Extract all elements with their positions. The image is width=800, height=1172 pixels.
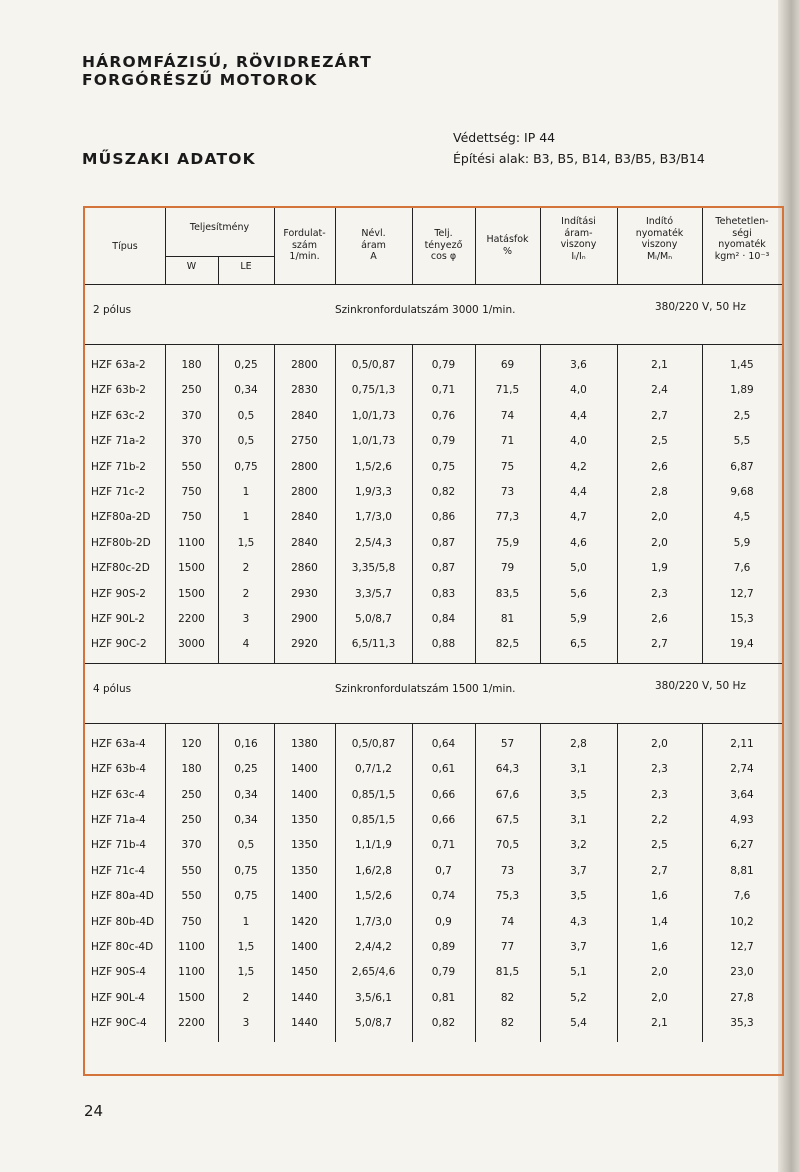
table-cell: 180 (181, 763, 202, 776)
motor-type-cell: HZF 63b-4 (91, 763, 146, 776)
page-number: 24 (84, 1102, 104, 1120)
table-cell: 180 (181, 359, 202, 371)
table-cell: 0,74 (431, 890, 456, 903)
table-cell: 4,5 (733, 511, 751, 524)
table-cell: 2840 (291, 511, 318, 524)
table-cell: 2,4 (651, 384, 668, 397)
table-cell: 3,1 (570, 763, 587, 776)
table-cell: 77,3 (495, 511, 520, 524)
table-cell: 250 (181, 384, 202, 397)
section-sync-speed: Szinkronfordulatszám 1500 1/min. (335, 682, 516, 695)
header-tipus: Típus (112, 241, 138, 252)
table-cell: 0,83 (431, 587, 456, 600)
table-cell: 6,5 (570, 638, 587, 651)
table-cell: 0,85/1,5 (351, 788, 396, 801)
table-cell: 79 (500, 562, 515, 575)
header-bottom-rule (85, 284, 782, 285)
table-cell: 2860 (291, 562, 318, 575)
mounting-types: Építési alak: B3, B5, B14, B3/B5, B3/B14 (453, 151, 705, 166)
table-cell: 7,6 (733, 890, 751, 903)
table-cell: 1,5 (237, 536, 255, 549)
table-cell: 1440 (291, 1017, 318, 1030)
table-cell: 6,27 (730, 839, 754, 852)
table-cell: 550 (181, 460, 202, 473)
table-cell: 5,0/8,7 (355, 613, 392, 625)
table-cell: 1,0/1,73 (351, 435, 396, 448)
table-cell: 2,5/4,3 (355, 536, 392, 549)
table-cell: 0,85/1,5 (351, 814, 396, 826)
table-cell: 2,0 (651, 536, 668, 549)
table-cell: 3,64 (730, 788, 754, 801)
table-cell: 4,4 (570, 409, 587, 422)
table-cell: 2,7 (651, 409, 668, 422)
motor-data-table (83, 206, 784, 1076)
column-rule (617, 208, 618, 284)
table-cell: 2 (242, 562, 250, 575)
table-cell: 2,0 (651, 966, 668, 979)
table-cell: 6,87 (730, 460, 754, 473)
table-cell: 3,5 (570, 890, 587, 903)
motor-type-cell: HZF 71c-2 (91, 486, 146, 498)
table-cell: 1,0/1,73 (351, 409, 396, 422)
column-rule (335, 208, 336, 284)
table-cell: 3,7 (570, 864, 587, 877)
table-cell: 1,4 (651, 915, 668, 928)
table-cell: 1500 (178, 587, 205, 600)
table-cell: 83,5 (495, 587, 520, 600)
table-cell: 0,75 (234, 864, 258, 877)
table-cell: 1,45 (730, 359, 754, 371)
table-cell: 1500 (178, 562, 205, 575)
table-cell: 5,6 (570, 587, 587, 600)
table-cell: 0,9 (435, 915, 452, 928)
header-nevleges-aram: Névl. áram A (361, 228, 386, 262)
column-rule (540, 208, 541, 284)
table-cell: 82 (500, 991, 515, 1004)
table-cell: 1350 (291, 839, 318, 852)
table-cell: 750 (181, 486, 202, 498)
motor-type-cell: HZF 90C-2 (91, 638, 147, 651)
table-cell: 370 (181, 435, 202, 448)
motor-type-cell: HZF 80a-4D (91, 890, 154, 903)
table-cell: 0,25 (234, 763, 258, 776)
table-cell: 0,76 (431, 409, 456, 422)
table-cell: 1,6 (651, 941, 668, 953)
table-cell: 0,16 (234, 737, 258, 750)
table-cell: 82,5 (495, 638, 520, 651)
motor-type-cell: HZF 63b-2 (91, 384, 146, 397)
table-cell: 2,5 (651, 839, 668, 852)
table-cell: 0,79 (431, 435, 456, 448)
section-label: 2 pólus (93, 304, 132, 316)
table-cell: 15,3 (730, 613, 754, 625)
table-cell: 0,25 (234, 359, 258, 371)
table-cell: 2,8 (570, 737, 587, 750)
table-cell: 3,5 (570, 788, 587, 801)
column-rule (475, 208, 476, 284)
table-cell: 2,74 (730, 763, 754, 776)
table-cell: 1100 (178, 966, 205, 979)
table-cell: 3,1 (570, 814, 587, 826)
table-cell: 1100 (178, 536, 205, 549)
table-cell: 1,5/2,6 (355, 890, 392, 903)
section-subtitle: MŰSZAKI ADATOK (82, 150, 256, 168)
table-cell: 0,5/0,87 (351, 737, 396, 750)
table-cell: 0,82 (431, 1017, 456, 1030)
table-cell: 74 (500, 409, 515, 422)
table-cell: 1,5/2,6 (355, 460, 392, 473)
table-cell: 4,93 (730, 814, 754, 826)
table-cell: 7,6 (733, 562, 751, 575)
table-cell: 77 (500, 941, 515, 953)
table-cell: 5,2 (570, 991, 587, 1004)
table-cell: 2930 (291, 587, 318, 600)
table-cell: 2900 (291, 613, 318, 625)
table-cell: 0,66 (431, 814, 456, 826)
table-cell: 0,5 (237, 409, 255, 422)
table-cell: 0,82 (431, 486, 456, 498)
table-cell: 3,2 (570, 839, 587, 852)
table-cell: 0,5 (237, 839, 255, 852)
table-cell: 2,3 (651, 788, 668, 801)
table-cell: 5,1 (570, 966, 587, 979)
header-w: W (186, 261, 197, 272)
table-cell: 2920 (291, 638, 318, 651)
motor-type-cell: HZF80c-2D (91, 562, 150, 575)
table-cell: 2,65/4,6 (351, 966, 396, 979)
table-cell: 1350 (291, 864, 318, 877)
table-cell: 2,0 (651, 991, 668, 1004)
table-cell: 0,75 (234, 460, 258, 473)
header-le: LE (240, 261, 252, 272)
table-cell: 0,71 (431, 384, 456, 397)
table-cell: 75,9 (495, 536, 520, 549)
table-cell: 10,2 (730, 915, 754, 928)
table-cell: 1450 (291, 966, 318, 979)
table-cell: 1,7/3,0 (355, 915, 392, 928)
table-cell: 0,64 (431, 737, 456, 750)
header-fordulatszam: Fordulat- szám 1/min. (283, 228, 326, 262)
table-cell: 0,34 (234, 788, 258, 801)
table-cell: 2830 (291, 384, 318, 397)
table-cell: 1,5 (237, 966, 255, 979)
table-cell: 0,66 (431, 788, 456, 801)
table-cell: 12,7 (730, 587, 754, 600)
table-cell: 1500 (178, 991, 205, 1004)
table-cell: 3,6 (570, 359, 587, 371)
header-teljesitmenytenyezo: Telj. tényező cos φ (424, 228, 463, 262)
table-cell: 1 (242, 915, 250, 928)
table-cell: 8,81 (730, 864, 754, 877)
motor-type-cell: HZF 90C-4 (91, 1017, 147, 1030)
table-cell: 2,6 (651, 460, 668, 473)
table-cell: 1400 (291, 890, 318, 903)
table-cell: 2,3 (651, 763, 668, 776)
table-cell: 0,61 (431, 763, 456, 776)
table-cell: 0,79 (431, 966, 456, 979)
table-cell: 3,7 (570, 941, 587, 953)
table-cell: 19,4 (730, 638, 754, 651)
table-cell: 71,5 (495, 384, 520, 397)
table-cell: 81 (500, 613, 515, 625)
motor-type-cell: HZF 90S-4 (91, 966, 146, 979)
motor-type-cell: HZF 90L-4 (91, 991, 145, 1004)
table-cell: 2,7 (651, 638, 668, 651)
table-cell: 4 (242, 638, 250, 651)
table-cell: 74 (500, 915, 515, 928)
table-cell: 1100 (178, 941, 205, 953)
table-cell: 67,6 (495, 788, 520, 801)
table-cell: 1440 (291, 991, 318, 1004)
table-cell: 35,3 (730, 1017, 754, 1030)
table-cell: 1,7/3,0 (355, 511, 392, 524)
table-cell: 2200 (178, 1017, 205, 1030)
table-cell: 0,81 (431, 991, 456, 1004)
page-title (82, 53, 372, 89)
header-teljesitmeny: Teljesítmény (189, 222, 250, 233)
table-cell: 2,4/4,2 (355, 941, 392, 953)
table-cell: 2800 (291, 460, 318, 473)
table-cell: 2,2 (651, 814, 668, 826)
column-rule (165, 208, 166, 284)
motor-type-cell: HZF 63a-4 (91, 737, 146, 750)
table-cell: 5,5 (733, 435, 751, 448)
table-cell: 1 (242, 511, 250, 524)
table-cell: 250 (181, 788, 202, 801)
header-tehetetlensegi-nyomatek: Tehetetlen- ségi nyomaték kgm² · 10⁻³ (714, 216, 770, 262)
table-cell: 3,5/6,1 (355, 991, 392, 1004)
table-cell: 750 (181, 511, 202, 524)
motor-type-cell: HZF 63a-2 (91, 359, 146, 371)
section-bottom-rule (85, 663, 782, 664)
table-cell: 3,35/5,8 (351, 562, 396, 575)
motor-type-cell: HZF 90L-2 (91, 613, 145, 625)
table-cell: 1,89 (730, 384, 754, 397)
table-cell: 5,9 (570, 613, 587, 625)
section-label: 4 pólus (93, 682, 132, 695)
table-cell: 1,6 (651, 890, 668, 903)
table-cell: 550 (181, 890, 202, 903)
table-cell: 3 (242, 1017, 250, 1030)
table-cell: 3000 (178, 638, 205, 651)
protection-rating: Védettség: IP 44 (453, 130, 556, 145)
table-cell: 4,6 (570, 536, 587, 549)
table-cell: 0,7 (435, 864, 452, 877)
header-hatasfok: Hatásfok % (486, 234, 529, 257)
table-cell: 5,0 (570, 562, 587, 575)
table-cell: 67,5 (495, 814, 520, 826)
table-cell: 2,8 (651, 486, 668, 498)
section-sync-speed: Szinkronfordulatszám 3000 1/min. (335, 304, 516, 316)
table-cell: 2,1 (651, 1017, 668, 1030)
table-cell: 5,9 (733, 536, 751, 549)
table-cell: 2 (242, 587, 250, 600)
table-cell: 2840 (291, 536, 318, 549)
column-rule (702, 208, 703, 284)
table-cell: 2,11 (730, 737, 754, 750)
table-cell: 75 (500, 460, 515, 473)
motor-type-cell: HZF 71a-2 (91, 435, 146, 448)
table-cell: 0,71 (431, 839, 456, 852)
motor-type-cell: HZF 63c-2 (91, 409, 146, 422)
title-line-2: FORGÓRÉSZŰ MOTOROK (82, 71, 318, 89)
table-cell: 1400 (291, 788, 318, 801)
table-cell: 2840 (291, 409, 318, 422)
table-cell: 0,75 (234, 890, 258, 903)
table-cell: 0,86 (431, 511, 456, 524)
table-cell: 1,1/1,9 (355, 839, 392, 852)
table-cell: 2,0 (651, 511, 668, 524)
table-cell: 2,0 (651, 737, 668, 750)
motor-type-cell: HZF80b-2D (91, 536, 151, 549)
table-cell: 2,1 (651, 359, 668, 371)
table-cell: 0,88 (431, 638, 456, 651)
table-cell: 12,7 (730, 941, 754, 953)
header-inditasi-aramviszony: Indítási áram- viszony Iᵢ/Iₙ (560, 216, 597, 262)
table-cell: 0,34 (234, 384, 258, 397)
table-cell: 750 (181, 915, 202, 928)
motor-type-cell: HZF 71b-2 (91, 460, 146, 473)
table-cell: 73 (500, 864, 515, 877)
table-cell: 6,5/11,3 (351, 638, 396, 651)
table-cell: 4,2 (570, 460, 587, 473)
table-cell: 2800 (291, 486, 318, 498)
table-cell: 0,34 (234, 814, 258, 826)
table-cell: 0,7/1,2 (355, 763, 392, 776)
table-cell: 1400 (291, 941, 318, 953)
motor-type-cell: HZF 71a-4 (91, 814, 146, 826)
table-cell: 370 (181, 839, 202, 852)
header-indito-nyomatekviszony: Indító nyomaték viszony Mᵢ/Mₙ (635, 216, 684, 262)
table-cell: 1,9 (651, 562, 668, 575)
table-cell: 0,5/0,87 (351, 359, 396, 371)
table-cell: 4,0 (570, 384, 587, 397)
table-cell: 0,89 (431, 941, 456, 953)
table-cell: 82 (500, 1017, 515, 1030)
table-cell: 5,4 (570, 1017, 587, 1030)
column-rule (274, 208, 275, 284)
table-cell: 3 (242, 613, 250, 625)
table-cell: 23,0 (730, 966, 754, 979)
table-cell: 57 (500, 737, 515, 750)
table-cell: 4,4 (570, 486, 587, 498)
table-cell: 71 (500, 435, 515, 448)
motor-type-cell: HZF80a-2D (91, 511, 151, 524)
table-cell: 2,5 (651, 435, 668, 448)
section-rule (85, 723, 782, 724)
section-rule (85, 344, 782, 345)
table-cell: 2,7 (651, 864, 668, 877)
table-cell: 120 (181, 737, 202, 750)
table-cell: 0,87 (431, 536, 456, 549)
table-cell: 550 (181, 864, 202, 877)
table-cell: 0,75/1,3 (351, 384, 396, 397)
motor-type-cell: HZF 80c-4D (91, 941, 154, 953)
table-cell: 5,0/8,7 (355, 1017, 392, 1030)
table-cell: 73 (500, 486, 515, 498)
table-cell: 0,87 (431, 562, 456, 575)
table-cell: 0,75 (431, 460, 456, 473)
table-cell: 2,6 (651, 613, 668, 625)
section-voltage: 380/220 V, 50 Hz (655, 679, 746, 692)
table-cell: 2,3 (651, 587, 668, 600)
table-cell: 250 (181, 814, 202, 826)
table-cell: 1400 (291, 763, 318, 776)
table-cell: 1420 (291, 915, 318, 928)
table-cell: 81,5 (495, 966, 520, 979)
table-cell: 2 (242, 991, 250, 1004)
table-cell: 1 (242, 486, 250, 498)
column-rule (218, 256, 219, 284)
table-cell: 4,3 (570, 915, 587, 928)
table-cell: 3,3/5,7 (355, 587, 392, 600)
table-cell: 0,84 (431, 613, 456, 625)
table-cell: 1,5 (237, 941, 255, 953)
title-line-1: HÁROMFÁZISÚ, RÖVIDREZÁRT (82, 53, 373, 71)
table-cell: 2800 (291, 359, 318, 371)
table-cell: 1,6/2,8 (355, 864, 392, 877)
table-cell: 2750 (291, 435, 318, 448)
table-cell: 70,5 (495, 839, 520, 852)
table-cell: 2200 (178, 613, 205, 625)
table-cell: 27,8 (730, 991, 754, 1004)
table-cell: 370 (181, 409, 202, 422)
motor-type-cell: HZF 71b-4 (91, 839, 146, 852)
table-cell: 9,68 (730, 486, 754, 498)
teljesitmeny-underline (165, 256, 274, 257)
table-cell: 2,5 (733, 409, 751, 422)
motor-type-cell: HZF 80b-4D (91, 915, 155, 928)
section-voltage: 380/220 V, 50 Hz (655, 301, 746, 313)
table-cell: 69 (500, 359, 515, 371)
table-cell: 1380 (291, 737, 318, 750)
table-cell: 4,0 (570, 435, 587, 448)
motor-type-cell: HZF 90S-2 (91, 587, 146, 600)
table-cell: 64,3 (495, 763, 520, 776)
table-cell: 75,3 (495, 890, 520, 903)
motor-type-cell: HZF 63c-4 (91, 788, 146, 801)
table-cell: 1350 (291, 814, 318, 826)
table-cell: 0,5 (237, 435, 255, 448)
column-rule (412, 208, 413, 284)
table-cell: 4,7 (570, 511, 587, 524)
table-cell: 0,79 (431, 359, 456, 371)
table-cell: 1,9/3,3 (355, 486, 392, 498)
motor-type-cell: HZF 71c-4 (91, 864, 146, 877)
